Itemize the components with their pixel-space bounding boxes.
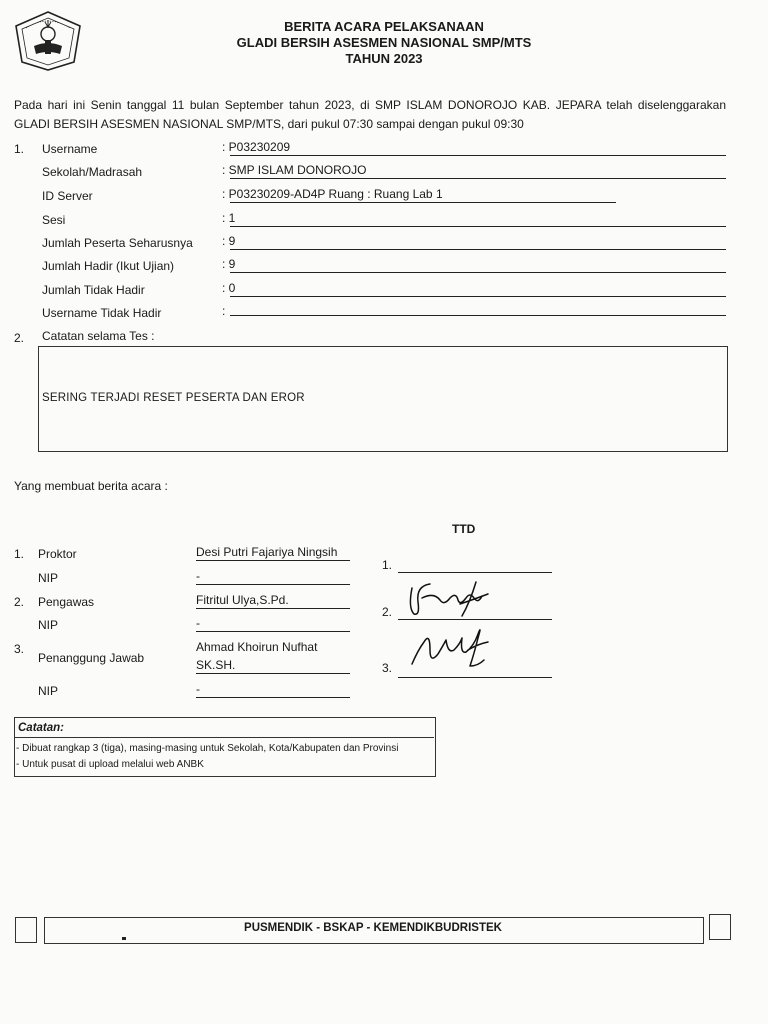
penanggung-name-line-1: Ahmad Khoirun Nufhat — [196, 640, 318, 654]
field-underline — [230, 226, 726, 227]
penanggung-number: 3. — [14, 642, 25, 656]
proktor-nip-label: NIP — [38, 571, 59, 585]
field-label-sesi: Sesi — [42, 213, 66, 227]
intro-paragraph: Pada hari ini Senin tanggal 11 bulan September tahun 2023, di SMP ISLAM DONOROJO KAB. JEPARA telah diselenggarakan GLADI BERSIH ASESMEN NASIONAL SMP/MTS, dari pukul 07:30 sampai dengan pukul 09:30 — [14, 98, 726, 131]
ttd-heading: TTD — [452, 522, 476, 536]
penanggung-nip-label: NIP — [38, 684, 59, 698]
title-line-2: GLADI BERSIH ASESMEN NASIONAL SMP/MTS — [236, 35, 532, 50]
footer-right-square — [709, 914, 731, 940]
pengawas-nip-label: NIP — [38, 618, 59, 632]
field-value-sesi: : 1 — [222, 211, 236, 225]
field-value-jumlah-hadir: : 9 — [222, 257, 236, 271]
proktor-role: Proktor — [38, 547, 77, 561]
penanggung-role: Penanggung Jawab — [38, 651, 145, 665]
catatan-header — [14, 717, 434, 738]
pengawas-nip-value: - — [196, 616, 200, 630]
name-underline — [196, 673, 350, 674]
section-2-number: 2. — [14, 331, 25, 345]
proktor-name: Desi Putri Fajariya Ningsih — [196, 545, 338, 559]
field-value-username: : P03230209 — [222, 140, 291, 154]
proktor-nip-value: - — [196, 569, 200, 583]
field-value-id-server: : P03230209-AD4P Ruang : Ruang Lab 1 — [222, 187, 443, 201]
nip-underline — [196, 631, 350, 632]
field-underline — [230, 155, 726, 156]
field-value-username-tidak-hadir: : — [222, 304, 226, 318]
title-line-1: BERITA ACARA PELAKSANAAN — [284, 19, 484, 34]
field-underline — [230, 296, 726, 297]
field-label-sekolah: Sekolah/Madrasah — [42, 165, 143, 179]
signature-slot-1-number: 1. — [382, 558, 393, 572]
field-value-jumlah-peserta: : 9 — [222, 234, 236, 248]
field-label-username-tidak-hadir: Username Tidak Hadir — [42, 306, 162, 320]
field-underline — [230, 315, 726, 316]
nip-underline — [196, 584, 350, 585]
signature-line-3 — [398, 677, 552, 678]
field-underline — [230, 272, 726, 273]
name-underline — [196, 560, 350, 561]
catatan-line-1: - Dibuat rangkap 3 (tiga), masing-masing untuk Sekolah, Kota/Kabupaten dan Provinsi — [16, 743, 399, 754]
field-label-jumlah-peserta: Jumlah Peserta Seharusnya — [42, 236, 193, 250]
scan-speck — [122, 937, 126, 940]
title-line-3: TAHUN 2023 — [345, 51, 423, 66]
catatan-line-2: - Untuk pusat di upload melalui web ANBK — [16, 759, 204, 770]
footer-left-square — [15, 917, 37, 943]
penanggung-jawab-signature — [408, 620, 498, 672]
proktor-number: 1. — [14, 547, 25, 561]
field-label-username: Username — [42, 142, 98, 156]
penanggung-name-line-2: SK.SH. — [196, 658, 236, 672]
field-value-jumlah-tidak-hadir: : 0 — [222, 281, 236, 295]
field-underline — [230, 202, 616, 203]
catatan-title: Catatan: — [18, 722, 65, 734]
field-label-id-server: ID Server — [42, 189, 93, 203]
footer-text: PUSMENDIK - BSKAP - KEMENDIKBUDRISTEK — [244, 922, 502, 934]
field-value-sekolah: : SMP ISLAM DONOROJO — [222, 163, 367, 177]
field-label-jumlah-tidak-hadir: Jumlah Tidak Hadir — [42, 283, 145, 297]
signature-slot-3-number: 3. — [382, 661, 393, 675]
made-by-label: Yang membuat berita acara : — [14, 479, 168, 493]
signature-slot-2-number: 2. — [382, 605, 393, 619]
pengawas-name: Fitritul Ulya,S.Pd. — [196, 593, 289, 607]
name-underline — [196, 608, 350, 609]
test-notes-text: SERING TERJADI RESET PESERTA DAN EROR — [42, 392, 305, 404]
pengawas-number: 2. — [14, 595, 25, 609]
field-underline — [230, 249, 726, 250]
nip-underline — [196, 697, 350, 698]
pengawas-role: Pengawas — [38, 595, 95, 609]
section-2-label: Catatan selama Tes : — [42, 329, 155, 343]
field-underline — [230, 178, 726, 179]
signature-line-1 — [398, 572, 552, 573]
penanggung-nip-value: - — [196, 682, 200, 696]
section-1-number: 1. — [14, 142, 25, 156]
pengawas-signature — [400, 578, 500, 622]
field-label-jumlah-hadir: Jumlah Hadir (Ikut Ujian) — [42, 259, 175, 273]
